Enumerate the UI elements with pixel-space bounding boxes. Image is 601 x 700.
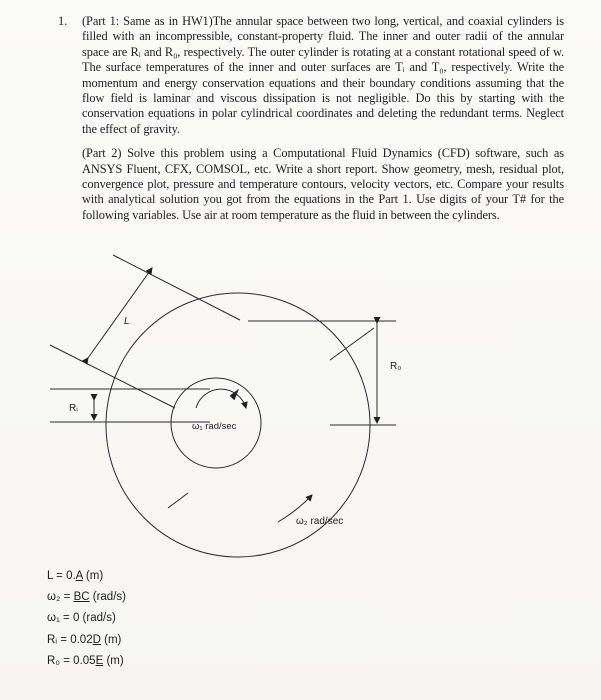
length-dimension-arrow	[88, 268, 152, 358]
length-label: L	[124, 316, 130, 327]
part2-text: (Part 2) Solve this problem using a Computational Fluid Dynamics (CFD) software, such as ANSYS Fluent, CFX, COMSOL, etc. Write a short report. Show geometry, mesh, residual plot, convergence plot, pressure and temperature contours, velocity vectors, etc. Compare your results with analytical solution you got from the equations in the Part 1. Use digits of your T# for the following variables. Use air at room temperature as the fluid in between the cylinders.	[82, 146, 564, 222]
inner-radius-label: Rᵢ	[69, 403, 78, 414]
inner-speed-label: ω₁ rad/sec	[192, 421, 237, 432]
variable-line-outer-speed: ω₂ = BC (rad/s)	[47, 591, 126, 604]
question-number: 1.	[58, 14, 68, 28]
annulus-diagram	[0, 240, 601, 560]
variable-line-inner-radius: Rᵢ = 0.02D (m)	[47, 633, 122, 646]
variable-line-inner-speed: ω₁ = 0 (rad/s)	[47, 612, 116, 625]
part1-text: (Part 1: Same as in HW1)The annular space between two long, vertical, and coaxial cylinders is filled with an incompressible, constant-property fluid. The inner and outer radii of the annular space are Rᵢ and R₀, respectively. The outer cylinder is rotating at a constant rotational speed of w. The surface temperatures of the inner and outer surfaces are Tᵢ and T₀, respectively. Write the momentum and energy conservation equations and their boundary conditions assuming that the flow field is laminar and viscous dissipation is not negligible. Do this by starting with the conservation equations in polar cylindrical coordinates and deleting the redundant terms. Neglect the effect of gravity.	[82, 14, 564, 136]
axis-line-upper	[330, 328, 374, 360]
length-extension-bottom	[50, 345, 175, 408]
inner-rotation-arrow	[196, 389, 246, 408]
variable-line-outer-radius: R₀ = 0.05E (m)	[47, 654, 124, 667]
length-extension-top	[113, 255, 240, 320]
problem-statement	[58, 14, 564, 223]
variable-list	[47, 566, 126, 672]
outer-speed-label: ω₂ rad/sec	[296, 516, 344, 527]
variable-line-length: L = 0.A (m)	[47, 570, 104, 582]
outer-radius-label: R₀	[390, 361, 402, 372]
axis-line-lower	[168, 493, 188, 508]
